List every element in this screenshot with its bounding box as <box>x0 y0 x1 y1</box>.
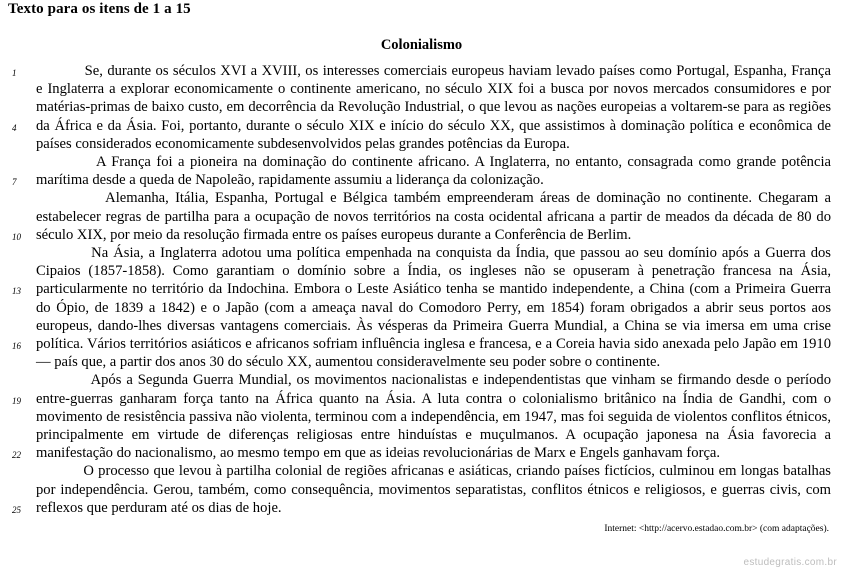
line-number: 1 <box>12 68 17 78</box>
line-number: 4 <box>12 123 17 133</box>
text-line: O processo que levou à partilha colonial de regiões africanas e asiáticas, criando países fictícios, culminou em longas batalhas <box>36 463 831 479</box>
text-line: A França foi a pioneira na dominação do continente africano. A Inglaterra, no entanto, consagrada como grande potência <box>36 154 831 170</box>
text-line: — país que, a partir dos anos 30 do século XX, aumentou consideravelmente seu poder sobre o continente. <box>36 354 661 370</box>
text-line: século XIX, por meio da resolução firmada entre os países europeus durante a Conferência de Berlim. <box>36 227 632 243</box>
line-number: 19 <box>12 396 21 406</box>
text-line: Cipaios (1857-1858). Como garantiam o domínio sobre a Índia, os ingleses não se opuseram à penetração francesa na Ásia, <box>36 263 831 279</box>
line-number: 7 <box>12 177 17 187</box>
line-number: 16 <box>12 341 21 351</box>
text-line: entre-guerras ganharam força tanto na África quanto na Ásia. A luta contra o colonialismo britânico na Índia de Gandhi, com o <box>36 391 831 407</box>
text-line: principalmente em virtude de diferenças religiosas entre hinduístas e muçulmanos. A ocupação japonesa na Ásia favorecia a <box>36 427 831 443</box>
text-line: europeus, dando-lhes diversas vantagens comerciais. Às vésperas da Primeira Guerra Mundial, a China se via imersa em uma crise <box>36 318 831 334</box>
watermark: estudegratis.com.br <box>743 557 837 568</box>
page-heading: Texto para os itens de 1 a 15 <box>8 1 191 17</box>
text-line: Na Ásia, a Inglaterra adotou uma política empenhada na conquista da Índia, que passou ao seu domínio após a Guerra dos <box>36 245 831 261</box>
text-line: países considerados economicamente subdesenvolvidos pelas grandes potências da Europa. <box>36 136 570 152</box>
source-citation: Internet: <http://acervo.estadao.com.br> (com adaptações). <box>604 524 829 534</box>
text-line: Após a Segunda Guerra Mundial, os movimentos nacionalistas e independentistas que vinham se firmando desde o período <box>36 372 831 388</box>
text-line: política. Vários territórios asiáticos e africanos sofriam influência inglesa e francesa, e a Coreia havia sido anexada pelo Japão em 1910 <box>36 336 831 352</box>
text-line: da África e da Ásia. Foi, portanto, durante o século XIX e início do século XX, que assistimos à dominação política e econômica de <box>36 118 831 134</box>
text-line: movimento de resistência passiva não violenta, terminou com a independência, em 1947, mas foi seguida de violentos conflitos étnicos, <box>36 409 831 425</box>
text-line: e Inglaterra a explorar economicamente o continente americano, no século XIX foi a busca por novos mercados consumidores e por <box>36 81 831 97</box>
text-line: por independência. Gerou, também, como consequência, movimentos separatistas, conflitos étnicos e religiosos, e guerras civis, com <box>36 482 831 498</box>
text-title: Colonialismo <box>380 37 463 53</box>
text-line: particularmente no território da Indochina. Embora o Leste Asiático tenha se mantido independente, a China (com a Primeira Guerra <box>36 281 831 297</box>
text-line: matérias-primas de baixo custo, em decorrência da Revolução Industrial, o que levou as nações europeias a voltarem-se para as regiões <box>36 99 831 115</box>
text-line: reflexos que perduram até os dias de hoje. <box>36 500 282 516</box>
text-line: marítima desde a queda de Napoleão, rapidamente assumiu a liderança da colonização. <box>36 172 544 188</box>
line-number: 22 <box>12 450 21 460</box>
text-line: Se, durante os séculos XVI a XVIII, os interesses comerciais europeus haviam levado países como Portugal, Espanha, França <box>36 63 831 79</box>
line-number: 25 <box>12 505 21 515</box>
line-number: 10 <box>12 232 21 242</box>
line-number: 13 <box>12 286 21 296</box>
text-line: manifestação do nacionalismo, ao mesmo tempo em que as ideias revolucionárias de Marx e Engels ganhavam força. <box>36 445 721 461</box>
text-line: do Ópio, de 1839 a 1842) e o Japão (com a ameaça naval do Comodoro Perry, em 1854) foram obrigados a abrir seus portos aos <box>36 300 831 316</box>
text-line: estabelecer regras de partilha para a ocupação de novos territórios na costa ocidental africana a partir de meados da década de 80 do <box>36 209 831 225</box>
text-line: Alemanha, Itália, Espanha, Portugal e Bélgica também empreenderam áreas de dominação no continente. Chegaram a <box>36 190 831 206</box>
